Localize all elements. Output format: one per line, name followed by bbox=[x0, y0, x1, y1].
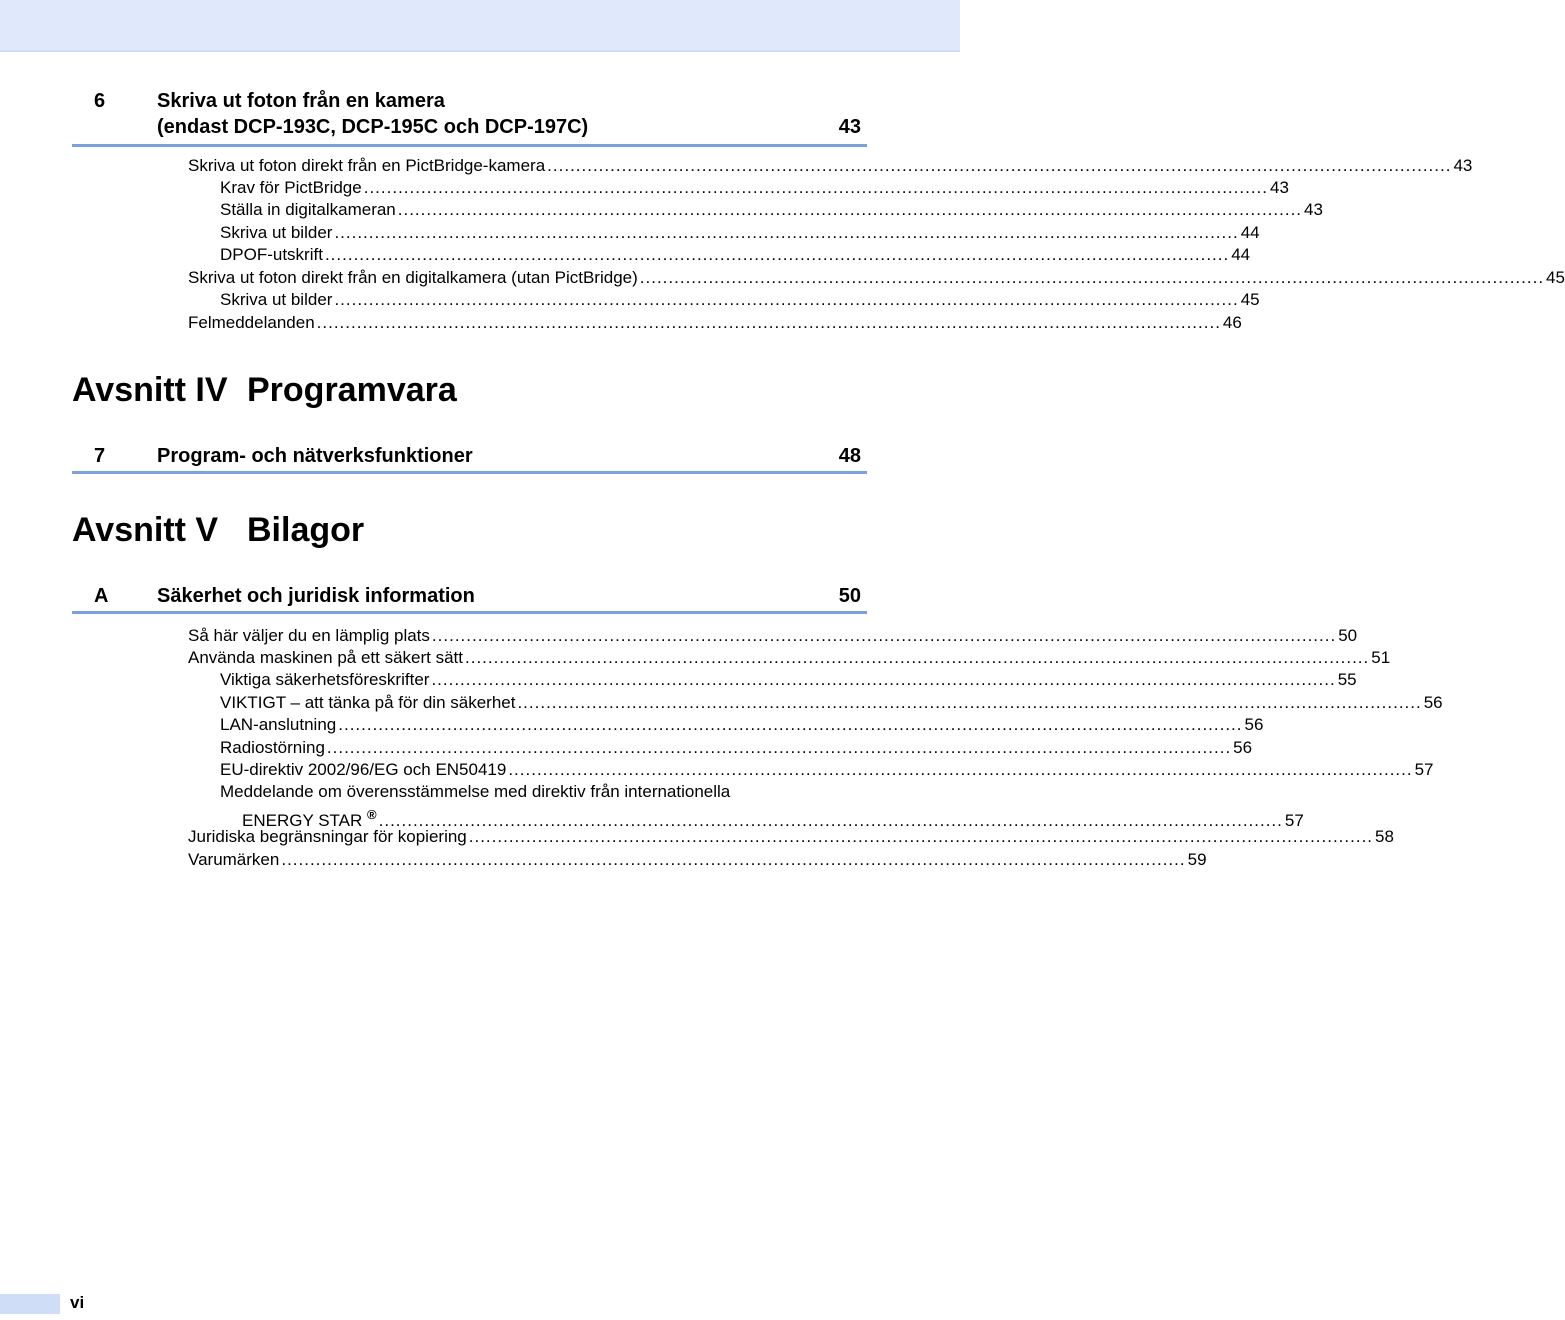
section-name: Bilagor bbox=[247, 511, 365, 549]
toc-entry-page: 43 bbox=[1304, 200, 1323, 219]
toc-entry-text: VIKTIGT – att tänka på för din säkerhet bbox=[220, 693, 516, 712]
dot-leader: .............................................................................................................................................................. bbox=[334, 223, 1239, 242]
toc-entry-page: 50 bbox=[1338, 626, 1358, 645]
toc-entry-text: Använda maskinen på ett säkert sätt bbox=[188, 648, 463, 667]
toc-entry-page: 44 bbox=[1231, 245, 1251, 264]
dot-leader: .............................................................................................................................................................. bbox=[639, 268, 1545, 287]
section-name: Programvara bbox=[247, 371, 457, 409]
toc-entry[interactable] bbox=[220, 222, 1260, 244]
dot-leader: .............................................................................................................................................................. bbox=[517, 693, 1422, 712]
dot-leader: .............................................................................................................................................................. bbox=[324, 245, 1230, 264]
toc-entry[interactable] bbox=[220, 692, 1443, 714]
toc-entry-page: 57 bbox=[1414, 760, 1434, 779]
toc-entry-text: LAN-anslutning bbox=[220, 715, 337, 734]
dot-leader: .............................................................................................................................................................. bbox=[468, 827, 1374, 846]
toc-entry-page: 56 bbox=[1233, 738, 1253, 757]
toc-entry-text: Meddelande om överensstämmelse med direktiv från internationella bbox=[220, 782, 731, 801]
toc-entry[interactable] bbox=[220, 289, 1260, 311]
footer-tab bbox=[0, 1294, 60, 1314]
energy-star-text: ENERGY STAR bbox=[242, 811, 363, 830]
toc-entry-text: EU-direktiv 2002/96/EG och EN50419 bbox=[220, 760, 507, 779]
toc-entry-page: 51 bbox=[1371, 648, 1391, 667]
toc-entry-text: Felmeddelanden bbox=[188, 313, 315, 332]
toc-entry-page: 45 bbox=[1546, 268, 1565, 287]
dot-leader: .............................................................................................................................................................. bbox=[465, 648, 1370, 667]
toc-entry-page: 43 bbox=[1453, 156, 1473, 175]
toc-entry[interactable] bbox=[220, 244, 1251, 266]
toc-entry[interactable] bbox=[188, 849, 1207, 871]
toc-entry[interactable] bbox=[242, 804, 1304, 830]
toc-entry-text: Skriva ut bilder bbox=[220, 290, 333, 309]
chapter-7-heading[interactable] bbox=[72, 443, 867, 475]
toc-entry-page: 46 bbox=[1222, 313, 1242, 332]
dot-leader: .............................................................................................................................................................. bbox=[338, 715, 1243, 734]
toc-entry[interactable] bbox=[188, 155, 1473, 177]
chapter-title-line-2: (endast DCP-193C, DCP-195C och DCP-197C) bbox=[157, 116, 589, 138]
dot-leader: .............................................................................................................................................................. bbox=[547, 156, 1452, 175]
dot-leader: .............................................................................................................................................................. bbox=[378, 811, 1283, 830]
chapter-divider bbox=[72, 611, 867, 614]
toc-entry-text: Skriva ut foton direkt från en digitalkamera (utan PictBridge) bbox=[188, 268, 638, 287]
chapter-divider bbox=[72, 471, 867, 474]
chapter-title-line-1: Skriva ut foton från en kamera bbox=[157, 90, 445, 112]
chapter-number: 6 bbox=[94, 90, 106, 112]
toc-entry-page: 56 bbox=[1423, 693, 1443, 712]
dot-leader: .............................................................................................................................................................. bbox=[508, 760, 1413, 779]
toc-entry-page: 55 bbox=[1337, 670, 1357, 689]
toc-entry-page: 58 bbox=[1375, 827, 1394, 846]
toc-entry[interactable] bbox=[188, 267, 1565, 289]
toc-entry-text: Så här väljer du en lämplig plats bbox=[188, 626, 430, 645]
dot-leader: .............................................................................................................................................................. bbox=[431, 670, 1336, 689]
page-number: vi bbox=[70, 1293, 85, 1312]
toc-entry[interactable] bbox=[220, 177, 1289, 199]
chapter-title: Program- och nätverksfunktioner bbox=[157, 445, 473, 467]
toc-entry[interactable] bbox=[188, 312, 1242, 334]
chapter-title bbox=[157, 88, 757, 140]
top-header-band bbox=[0, 0, 960, 52]
dot-leader: .............................................................................................................................................................. bbox=[363, 178, 1268, 197]
toc-entry-text: Skriva ut bilder bbox=[220, 223, 333, 242]
toc-entry-text: Juridiska begränsningar för kopiering bbox=[188, 827, 467, 846]
toc-entry-text: Varumärken bbox=[188, 850, 280, 869]
toc-entry[interactable] bbox=[220, 199, 1323, 221]
toc-entry-page: 43 bbox=[1270, 178, 1289, 197]
dot-leader: .............................................................................................................................................................. bbox=[431, 626, 1337, 645]
toc-entry-page: 59 bbox=[1187, 850, 1207, 869]
toc-entry[interactable] bbox=[220, 669, 1357, 691]
dot-leader: .............................................................................................................................................................. bbox=[334, 290, 1239, 309]
chapter-6-heading[interactable] bbox=[72, 88, 867, 146]
chapter-page-number: 48 bbox=[838, 445, 861, 467]
dot-leader: .............................................................................................................................................................. bbox=[281, 850, 1186, 869]
dot-leader: .............................................................................................................................................................. bbox=[326, 738, 1232, 757]
chapter-page-number: 50 bbox=[838, 585, 861, 607]
toc-entry-text: Radiostörning bbox=[220, 738, 325, 757]
section-label: Avsnitt V bbox=[72, 511, 219, 549]
toc-entry-text: Ställa in digitalkameran bbox=[220, 200, 396, 219]
dot-leader: .............................................................................................................................................................. bbox=[316, 313, 1221, 332]
chapter-number: 7 bbox=[94, 445, 106, 467]
toc-entry[interactable] bbox=[220, 737, 1253, 759]
section-label: Avsnitt IV bbox=[72, 371, 228, 409]
toc-entry[interactable] bbox=[220, 714, 1264, 736]
toc-entry[interactable] bbox=[188, 625, 1358, 647]
toc-entry-page: 57 bbox=[1284, 811, 1304, 830]
section-v-heading[interactable] bbox=[72, 508, 867, 552]
toc-entry-text: Krav för PictBridge bbox=[220, 178, 362, 197]
toc-entry-text: DPOF-utskrift bbox=[220, 245, 323, 264]
chapter-title: Säkerhet och juridisk information bbox=[157, 585, 475, 607]
toc-entry-page: 44 bbox=[1240, 223, 1260, 242]
toc-entry[interactable] bbox=[220, 781, 730, 803]
toc-entry-page: 56 bbox=[1244, 715, 1264, 734]
registered-mark: ® bbox=[367, 807, 377, 822]
toc-entry-text: Skriva ut foton direkt från en PictBridge-kamera bbox=[188, 156, 546, 175]
section-iv-heading[interactable] bbox=[72, 368, 867, 412]
toc-entry[interactable] bbox=[188, 647, 1391, 669]
dot-leader: .............................................................................................................................................................. bbox=[397, 200, 1303, 219]
chapter-a-heading[interactable] bbox=[72, 583, 867, 615]
toc-entry-text: Viktiga säkerhetsföreskrifter bbox=[220, 670, 430, 689]
toc-entry[interactable] bbox=[188, 826, 1394, 848]
toc-entry-page: 45 bbox=[1240, 290, 1260, 309]
chapter-page-number: 43 bbox=[838, 116, 861, 138]
chapter-number: A bbox=[94, 585, 109, 607]
toc-entry[interactable] bbox=[220, 759, 1434, 781]
chapter-divider bbox=[72, 144, 867, 147]
